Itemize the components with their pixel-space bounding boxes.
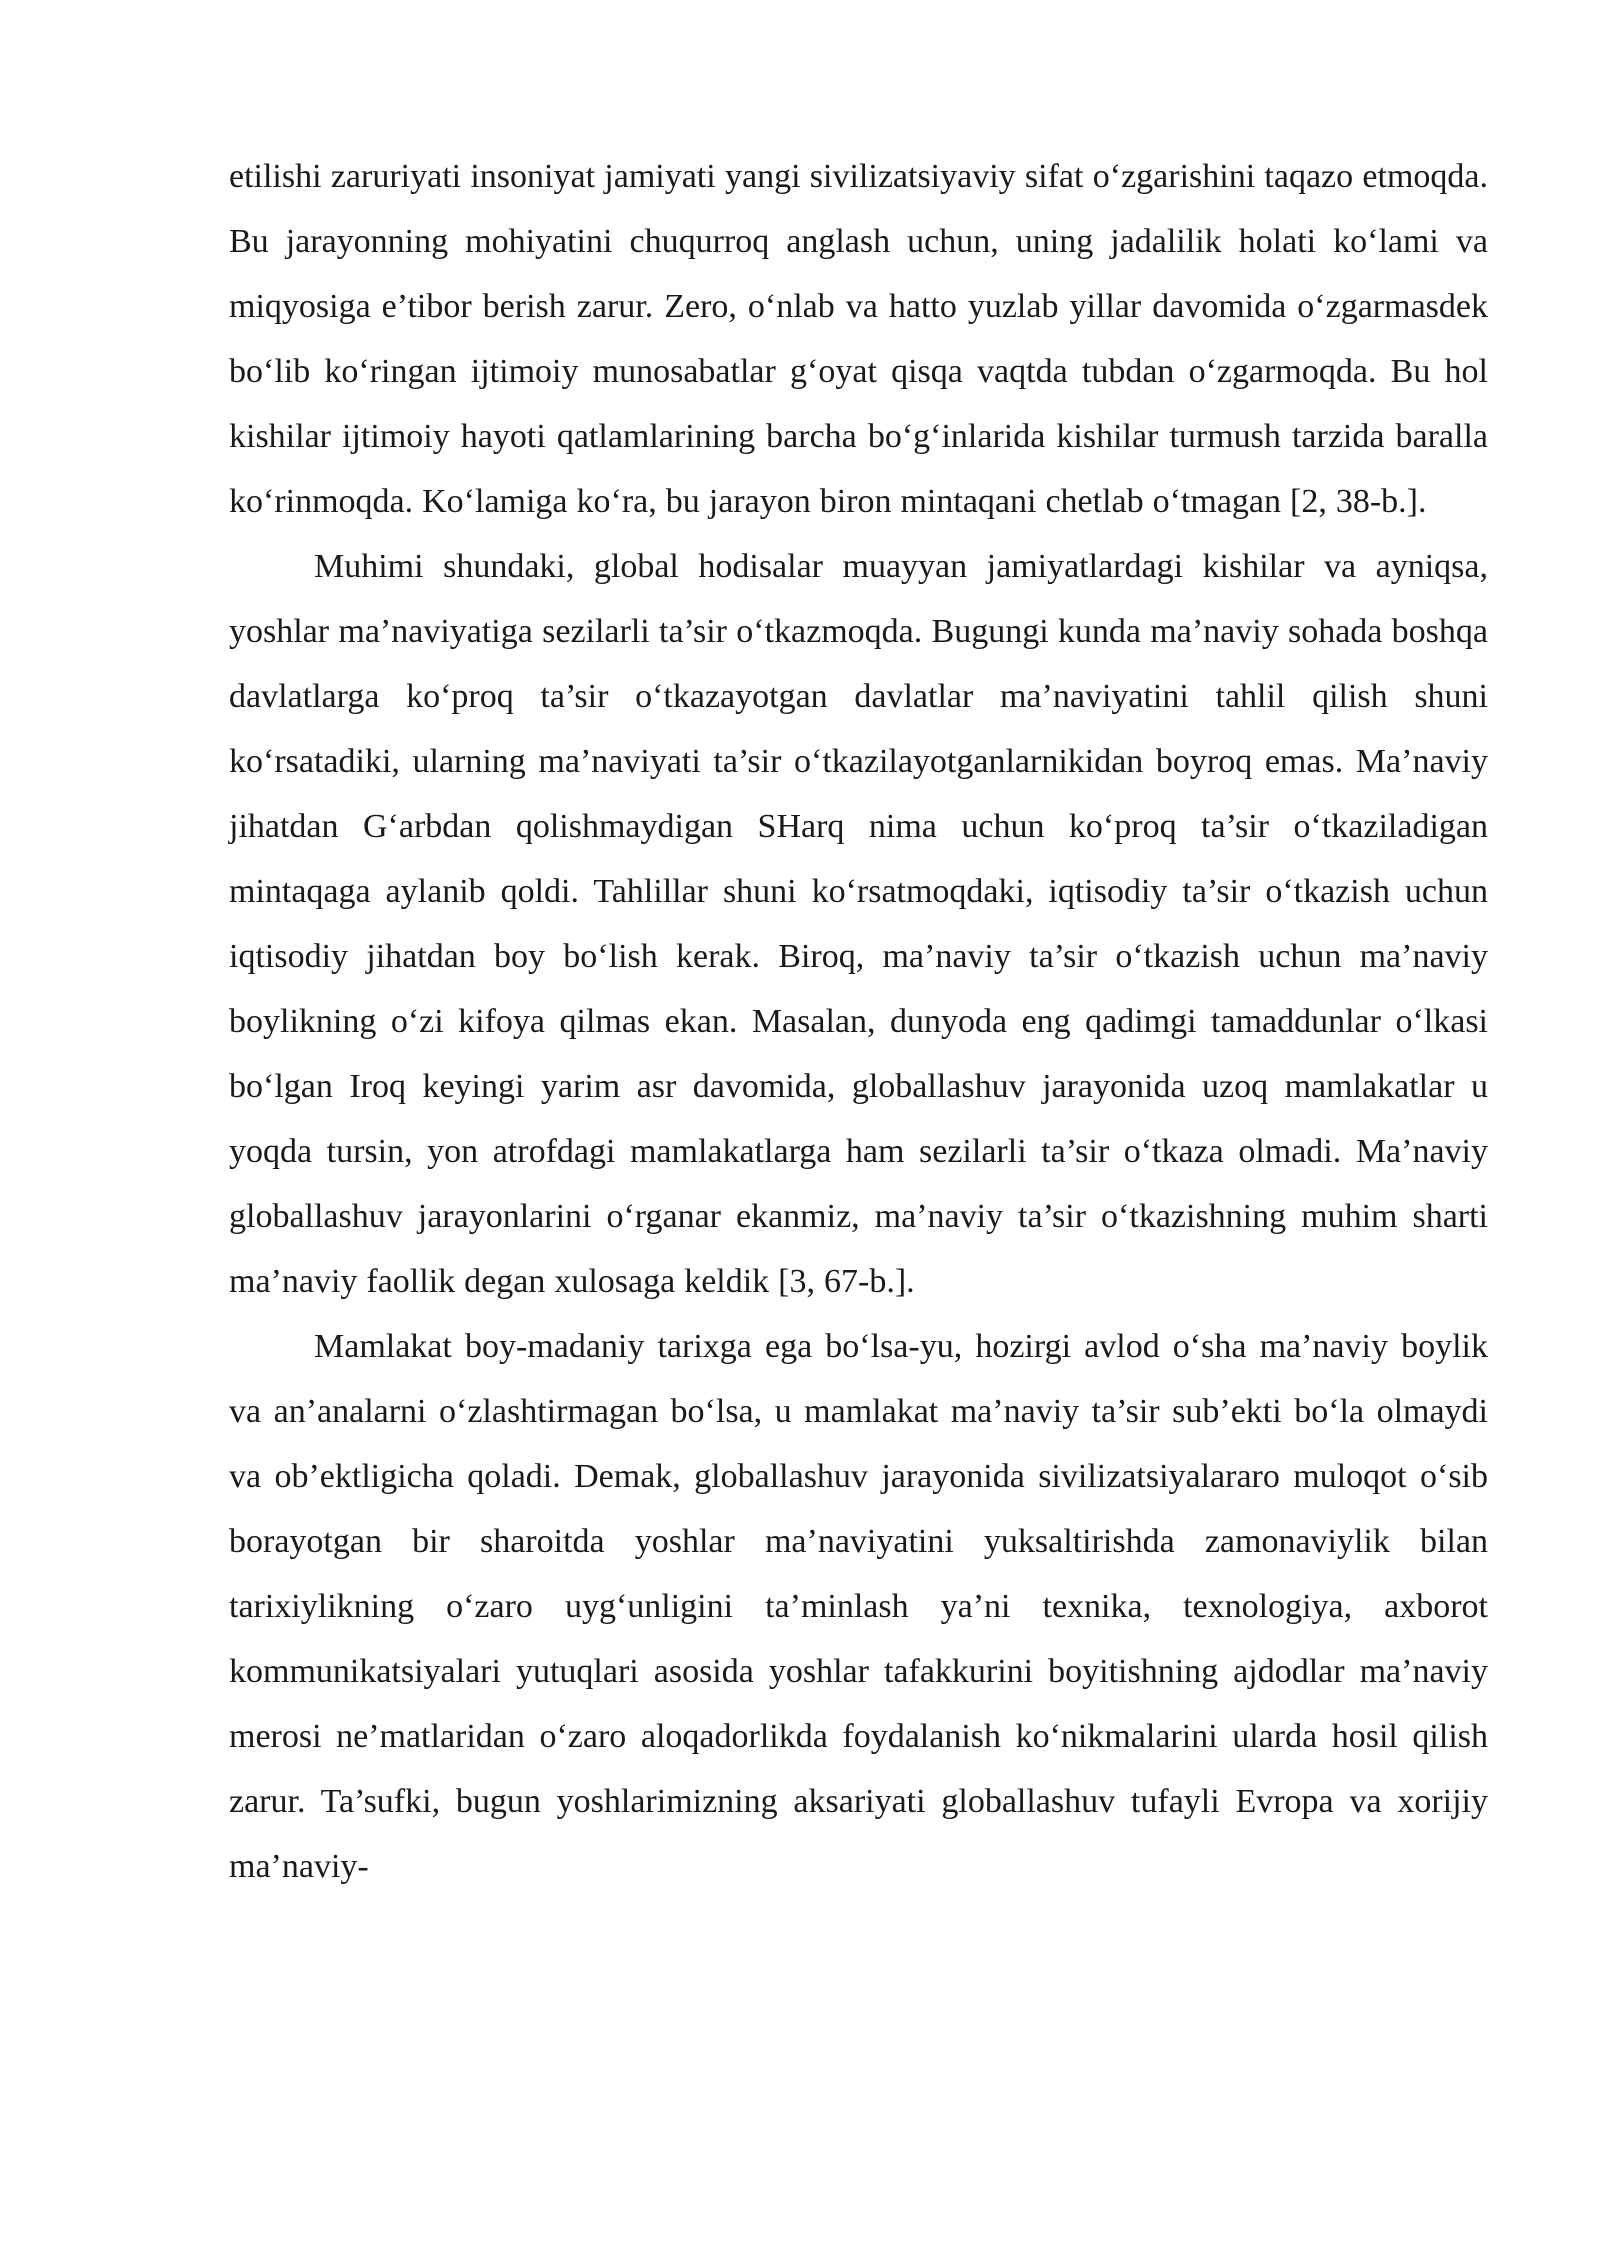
- paragraph-1: etilishi zaruriyati insoniyat jamiyati yangi sivilizatsiyaviy sifat o‘zgarishini taqazo etmoqda. Bu jarayonning mohiyatini chuqurroq anglash uchun, uning jadalilik holati ko‘lami va miqyosiga e’tibor berish zarur. Zero, o‘nlab va hatto yuzlab yillar davomida o‘zgarmasdek bo‘lib ko‘ringan ijtimoiy munosabatlar g‘oyat qisqa vaqtda tubdan o‘zgarmoqda. Bu hol kishilar ijtimoiy hayoti qatlamlarining barcha bo‘g‘inlarida kishilar turmush tarzida baralla ko‘rinmoqda. Ko‘lamiga ko‘ra, bu jarayon biron mintaqani chetlab o‘tmagan [2, 38-b.].: [229, 158, 1488, 520]
- paragraph-2: Muhimi shundaki, global hodisalar muayyan jamiyatlardagi kishilar va ayniqsa, yoshlar ma’naviyatiga sezilarli ta’sir o‘tkazmoqda. Bugungi kunda ma’naviy sohada boshqa davlatlarga ko‘proq ta’sir o‘tkazayotgan davlatlar ma’naviyatini tahlil qilish shuni ko‘rsatadiki, ularning ma’naviyati ta’sir o‘tkazilayotganlarnikidan boyroq emas. Ma’naviy jihatdan G‘arbdan qolishmaydigan SHarq nima uchun ko‘proq ta’sir o‘tkaziladigan mintaqaga aylanib qoldi. Tahlillar shuni ko‘rsatmoqdaki, iqtisodiy ta’sir o‘tkazish uchun iqtisodiy jihatdan boy bo‘lish kerak. Biroq, ma’naviy ta’sir o‘tkazish uchun ma’naviy boylikning o‘zi kifoya qilmas ekan. Masalan, dunyoda eng qadimgi tamaddunlar o‘lkasi bo‘lgan Iroq keyingi yarim asr davomida, globallashuv jarayonida uzoq mamlakatlar u yoqda tursin, yon atrofdagi mamlakatlarga ham sezilarli ta’sir o‘tkaza olmadi. Ma’naviy globallashuv jarayonlarini o‘rganar ekanmiz, ma’naviy ta’sir o‘tkazishning muhim sharti ma’naviy faollik degan xulosaga keldik [3, 67-b.].: [229, 548, 1488, 1300]
- paragraph-3: Mamlakat boy-madaniy tarixga ega bo‘lsa-yu, hozirgi avlod o‘sha ma’naviy boylik va an’analarni o‘zlashtirmagan bo‘lsa, u mamlakat ma’naviy ta’sir sub’ekti bo‘la olmaydi va ob’ektligicha qoladi. Demak, globallashuv jarayonida sivilizatsiyalararo muloqot o‘sib borayotgan bir sharoitda yoshlar ma’naviyatini yuksaltirishda zamonaviylik bilan tarixiylikning o‘zaro uyg‘unligini ta’minlash ya’ni texnika, texnologiya, axborot kommunikatsiyalari yutuqlari asosida yoshlar tafakkurini boyitishning ajdodlar ma’naviy merosi ne’matlaridan o‘zaro aloqadorlikda foydalanish ko‘nikmalarini ularda hosil qilish zarur. Ta’sufki, bugun yoshlarimizning aksariyati globallashuv tufayli Evropa va xorijiy ma’naviy-: [229, 1328, 1488, 1885]
- document-body: [229, 144, 1488, 1899]
